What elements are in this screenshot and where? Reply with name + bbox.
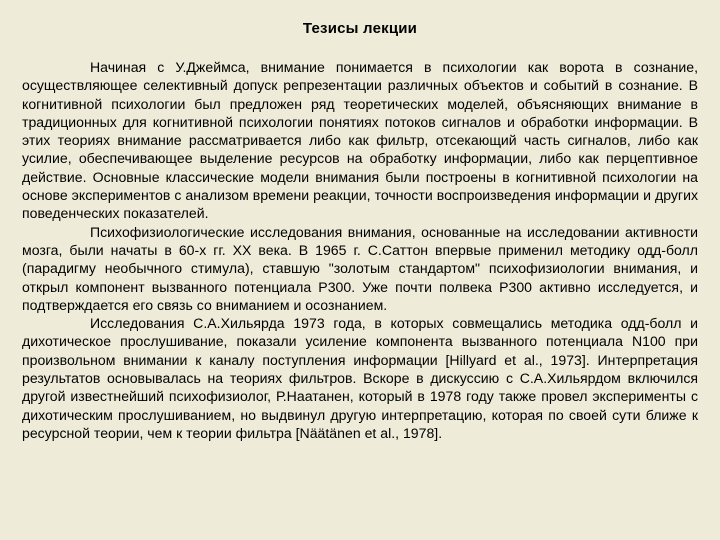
lecture-body (22, 58, 698, 442)
paragraph-3: Исследования С.А.Хильярда 1973 года, в которых совмещались методика одд-болл и дихотическое прослушивание, показали усиление компонента вызванного потенциала N100 при произвольном внимании к каналу поступления информации [Hillyard et al., 1973]. Интерпретация результатов основывалась на теориях фильтров. Вскоре в дискуссию с С.А.Хильярдом включился другой известнейший психофизиолог, Р.Наатанен, который в 1978 году также провел эксперименты с дихотическим прослушиванием, но выдвинул другую интерпретацию, которая по своей сути ближе к ресурсной теории, чем к теории фильтра [Näätänen et al., 1978]. (22, 315, 698, 441)
page-title: Тезисы лекции (302, 20, 418, 37)
paragraph-1: Начиная с У.Джеймса, внимание понимается в психологии как ворота в сознание, осуществляющее селективный допуск репрезентации различных объектов и событий в сознание. В когнитивной психологии был предложен ряд теоретических моделей, объясняющих внимание в традиционных для когнитивной психологии понятиях потоков сигналов и обработки информации. В этих теориях внимание рассматривается либо как фильтр, отсекающий часть сигналов, либо как усилие, обеспечивающее выделение ресурсов на обработку информации, либо как перцептивное действие. Основные классические модели внимания были построены в когнитивной психологии на основе экспериментов с анализом времени реакции, точности воспроизведения информации и других поведенческих показателей. (22, 59, 698, 222)
paragraph-2: Психофизиологические исследования внимания, основанные на исследовании активности мозга, были начаты в 60-х гг. XX века. В 1965 г. С.Саттон впервые применил методику одд-болл (парадигму необычного стимула), ставшую "золотым стандартом" психофизиологии внимания, и открыл компонент вызванного потенциала Р300. Уже почти полвека Р300 активно исследуется, и подтверждается его связь со вниманием и осознанием. (22, 223, 698, 313)
